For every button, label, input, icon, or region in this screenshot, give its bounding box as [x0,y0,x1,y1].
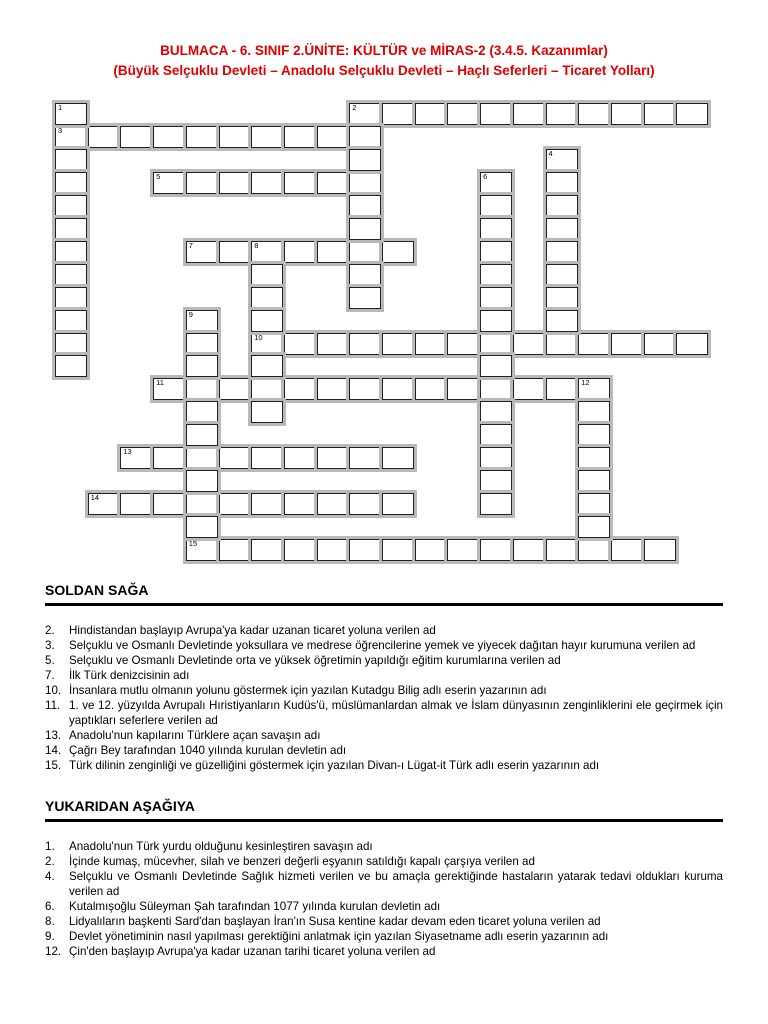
crossword-cell[interactable] [186,401,218,423]
crossword-cell[interactable] [186,539,218,561]
clue-text: Selçuklu ve Osmanlı Devletinde yoksullara ve medrese öğrencilerine yemek ve yiyecek dağıtan hayır kurumuna verilen ad [69,639,696,652]
crossword-cell[interactable] [186,424,218,446]
down-clue [45,944,723,959]
crossword-cell[interactable] [55,126,87,148]
crossword-cell[interactable] [349,287,381,309]
crossword-cell[interactable] [349,218,381,240]
clue-number: 5. [45,654,55,667]
crossword-cell[interactable] [317,539,349,561]
clue-number: 13. [45,729,62,742]
crossword-cell[interactable] [317,333,349,355]
crossword-cell[interactable] [546,195,578,217]
crossword-cell[interactable] [120,493,152,515]
crossword-cell[interactable] [382,493,414,515]
clue-text: İnsanlara mutlu olmanın yolunu göstermek için yazılan Kutadgu Bilig adlı eserin yazarının adı [69,684,547,697]
crossword-cell[interactable] [219,378,251,400]
down-heading: YUKARIDAN AŞAĞIYA [45,798,723,822]
crossword-cell[interactable] [480,218,512,240]
cell-number: 15 [188,539,198,549]
crossword-cell[interactable] [578,516,610,538]
clue-text: Çin'den başlayıp Avrupa'ya kadar uzanan tarihi ticaret yoluna verilen ad [69,945,436,958]
crossword-cell[interactable] [88,126,120,148]
cell-number: 6 [483,171,488,181]
crossword-cell[interactable] [611,333,643,355]
crossword-cell[interactable] [251,333,283,355]
crossword-cell[interactable] [578,470,610,492]
cell-number: 2 [352,103,357,112]
crossword-cell[interactable] [284,172,316,194]
clue-text: İçinde kumaş, mücevher, silah ve benzeri değerli eşyanın satıldığı kapalı çarşıya verilen ad [69,855,535,868]
crossword-cell[interactable] [480,355,512,377]
crossword-cell[interactable] [676,103,708,125]
across-clue [45,728,723,743]
crossword-cell[interactable] [349,241,381,263]
clue-number: 14. [45,744,62,757]
crossword-cell[interactable] [317,241,349,263]
crossword-cell[interactable] [251,172,283,194]
across-clue [45,743,723,758]
crossword-cell[interactable] [186,241,218,263]
crossword-cell[interactable] [644,333,676,355]
crossword-cell[interactable] [480,401,512,423]
crossword-cell[interactable] [382,103,414,125]
cell-number: 10 [254,332,263,342]
down-clue [45,929,723,944]
crossword-cell[interactable] [317,447,349,469]
crossword-cell[interactable] [55,172,87,194]
crossword-cell[interactable] [676,333,708,355]
across-clue [45,653,723,668]
clue-text: Çağrı Bey tarafından 1040 yılında kurulan devletin adı [69,744,347,757]
crossword-cell[interactable] [284,447,316,469]
clue-text: İlk Türk denizcisinin adı [69,669,190,682]
across-clue [45,623,723,638]
crossword-cell[interactable] [251,378,283,400]
crossword-cell[interactable] [611,539,643,561]
crossword-cell[interactable] [120,447,152,469]
across-clue-list [45,623,723,773]
crossword-cell[interactable] [251,493,283,515]
crossword-cell[interactable] [480,539,512,561]
clue-text: Selçuklu ve Osmanlı Devletinde orta ve yüksek öğretimin yapıldığı eğitim kurumlarına verilen ad [69,654,561,667]
crossword-cell[interactable] [578,424,610,446]
crossword-cell[interactable] [480,333,512,355]
crossword-cell[interactable] [415,378,447,400]
crossword-cell[interactable] [251,401,283,423]
crossword-cell[interactable] [382,378,414,400]
crossword-cell[interactable] [284,493,316,515]
crossword-cell[interactable] [513,333,545,355]
crossword-cell[interactable] [186,333,218,355]
crossword-cell[interactable] [284,378,316,400]
clue-text: Kutalmışoğlu Süleyman Şah tarafından 1077 yılında kurulan devletin adı [69,900,441,913]
crossword-cell[interactable] [382,333,414,355]
crossword-cell[interactable] [480,172,512,194]
crossword-cell[interactable] [153,493,185,515]
crossword-cell[interactable] [284,333,316,355]
crossword-cell[interactable] [251,287,283,309]
crossword-cell[interactable] [513,539,545,561]
down-clue [45,899,723,914]
clue-number: 12. [45,945,62,958]
clue-text: Türk dilinin zenginliği ve güzelliğini göstermek için yazılan Divan-ı Lügat-it Türk adlı eserin yazarının adı [69,759,600,772]
crossword-cell[interactable] [480,310,512,332]
crossword-cell[interactable] [88,493,120,515]
crossword-cell[interactable] [317,126,349,148]
crossword-cell[interactable] [349,126,381,148]
crossword-cell[interactable] [186,378,218,400]
crossword-cell[interactable] [251,539,283,561]
crossword-cell[interactable] [251,355,283,377]
crossword-cell[interactable] [186,447,218,469]
crossword-cell[interactable] [55,195,87,217]
clue-number: 9. [45,930,55,943]
crossword-cell[interactable] [219,126,251,148]
crossword-cell[interactable] [186,310,218,332]
crossword-cell[interactable] [349,195,381,217]
crossword-cell[interactable] [480,378,512,400]
crossword-cell[interactable] [546,241,578,263]
crossword-cell[interactable] [447,378,479,400]
crossword-cell[interactable] [382,447,414,469]
clue-number: 8. [45,915,55,928]
puzzle-title: BULMACA - 6. SINIF 2.ÜNİTE: KÜLTÜR ve MİRAS-2 (3.4.5. Kazanımlar) [160,43,608,58]
crossword-cell[interactable] [55,310,87,332]
down-clue [45,914,723,929]
across-clue [45,698,723,728]
crossword-cell[interactable] [480,241,512,263]
clue-text: Anadolu'nun Türk yurdu olduğunu kesinleştiren savaşın adı [69,840,373,853]
crossword-cell[interactable] [349,264,381,286]
cell-number: 4 [548,148,553,158]
crossword-cell[interactable] [153,126,185,148]
crossword-cell[interactable] [55,333,87,355]
across-clue [45,683,723,698]
crossword-cell[interactable] [546,378,578,400]
clue-number: 11. [45,699,61,712]
across-heading: SOLDAN SAĞA [45,582,723,606]
cell-number: 12 [581,378,590,388]
crossword-cell[interactable] [349,333,381,355]
clue-number: 1. [45,840,55,853]
crossword-cell[interactable] [513,103,545,125]
cell-number: 13 [123,447,132,457]
crossword-cell[interactable] [317,172,349,194]
crossword-cell[interactable] [644,103,676,125]
down-clue [45,869,723,899]
crossword-cell[interactable] [480,470,512,492]
crossword-cell[interactable] [186,126,218,148]
crossword-cell[interactable] [546,103,578,125]
crossword-cell[interactable] [447,103,479,125]
clue-text: Hindistandan başlayıp Avrupa'ya kadar uzanan ticaret yoluna verilen ad [69,624,436,637]
crossword-cell[interactable] [219,241,251,263]
crossword-cell[interactable] [382,241,414,263]
crossword-cell[interactable] [219,447,251,469]
crossword-cell[interactable] [578,447,610,469]
crossword-cell[interactable] [55,103,87,125]
crossword-cell[interactable] [186,470,218,492]
crossword-cell[interactable] [546,287,578,309]
cell-number: 8 [254,240,259,250]
crossword-cell[interactable] [480,195,512,217]
crossword-cell[interactable] [578,493,610,515]
crossword-cell[interactable] [349,378,381,400]
crossword-cell[interactable] [284,241,316,263]
crossword-cell[interactable] [284,539,316,561]
crossword-cell[interactable] [513,378,545,400]
crossword-cell[interactable] [546,218,578,240]
down-clue [45,839,723,854]
crossword-cell[interactable] [415,103,447,125]
clue-text: Anadolu'nun kapılarını Türklere açan savaşın adı [69,729,321,742]
clue-text: Lidyalıların başkenti Sard'dan başlayan İran'ın Susa kentine kadar devam eden ticaret yoluna verilen ad [69,915,601,928]
crossword-cell[interactable] [317,493,349,515]
crossword-cell[interactable] [480,447,512,469]
cell-number: 14 [90,493,100,503]
crossword-cell[interactable] [546,333,578,355]
crossword-cell[interactable] [186,172,218,194]
crossword-cell[interactable] [251,241,283,263]
crossword-cell[interactable] [186,355,218,377]
crossword-cell[interactable] [480,493,512,515]
crossword-cell[interactable] [186,493,218,515]
clue-number: 7. [45,669,55,682]
cell-number: 9 [188,309,193,319]
clue-number: 2. [45,855,55,868]
cell-number: 7 [188,240,193,250]
clue-text: 1. ve 12. yüzyılda Avrupalı Hıristiyanların Kudüs'ü, müslümanlardan almak ve İslam dünyasının zenginliklerini ele geçirmek için yaptıkları seferlere verilen ad [69,699,723,727]
across-clue [45,758,723,773]
crossword-cell[interactable] [546,149,578,171]
clue-number: 3. [45,639,55,652]
crossword-cell[interactable] [611,103,643,125]
crossword-cell[interactable] [153,447,185,469]
cell-number: 5 [156,171,161,181]
cell-number: 3 [58,125,63,135]
crossword-cell[interactable] [251,126,283,148]
crossword-cell[interactable] [480,264,512,286]
clue-text: Selçuklu ve Osmanlı Devletinde Sağlık hizmeti verilen ve bu amaçla gerektiğinde hastaların yatarak tedavi oldukları kuruma verilen ad [69,870,723,898]
crossword-cell[interactable] [317,378,349,400]
crossword-cell[interactable] [546,539,578,561]
crossword-cell[interactable] [644,539,676,561]
crossword-cell[interactable] [284,126,316,148]
crossword-cell[interactable] [349,172,381,194]
crossword-cell[interactable] [415,333,447,355]
across-clue [45,638,723,653]
across-clue [45,668,723,683]
crossword-cell[interactable] [55,218,87,240]
crossword-cell[interactable] [578,401,610,423]
crossword-cell[interactable] [480,103,512,125]
crossword-cell[interactable] [480,424,512,446]
crossword-cell[interactable] [382,539,414,561]
crossword-cell[interactable] [219,539,251,561]
down-clue-list [45,839,723,959]
crossword-cell[interactable] [480,287,512,309]
crossword-cell[interactable] [349,447,381,469]
crossword-cell[interactable] [219,172,251,194]
clue-number: 6. [45,900,55,913]
crossword-cell[interactable] [546,310,578,332]
crossword-cell[interactable] [251,447,283,469]
crossword-cell[interactable] [447,539,479,561]
crossword-cell[interactable] [578,539,610,561]
crossword-cell[interactable] [349,149,381,171]
crossword-cell[interactable] [55,241,87,263]
puzzle-subtitle: (Büyük Selçuklu Devleti – Anadolu Selçuklu Devleti – Haçlı Seferleri – Ticaret Yolları) [113,63,655,78]
crossword-cell[interactable] [251,264,283,286]
crossword-cell[interactable] [546,264,578,286]
crossword-cell[interactable] [153,172,185,194]
clue-text: Devlet yönetiminin nasıl yapılması gerektiğini anlatmak için yazılan Siyasetname adlı eserin yazarının adı [69,930,609,943]
crossword-cell[interactable] [578,333,610,355]
crossword-cell[interactable] [186,516,218,538]
crossword-cell[interactable] [153,378,185,400]
crossword-cell[interactable] [578,103,610,125]
crossword-cell[interactable] [349,539,381,561]
crossword-cell[interactable] [120,126,152,148]
crossword-cell[interactable] [251,310,283,332]
clue-number: 4. [45,870,55,883]
crossword-cell[interactable] [55,287,87,309]
cell-number: 11 [156,378,164,388]
crossword-cell[interactable] [578,378,610,400]
crossword-cell[interactable] [349,103,381,125]
crossword-cell[interactable] [349,493,381,515]
crossword-cell[interactable] [447,333,479,355]
crossword-cell[interactable] [219,493,251,515]
crossword-cell[interactable] [55,355,87,377]
crossword-cell[interactable] [415,539,447,561]
clue-number: 2. [45,624,55,637]
clue-number: 10. [45,684,62,697]
clue-number: 15. [45,759,62,772]
crossword-cell[interactable] [546,172,578,194]
down-clue [45,854,723,869]
cell-number: 1 [58,103,63,112]
crossword-cell[interactable] [55,149,87,171]
crossword-cell[interactable] [55,264,87,286]
